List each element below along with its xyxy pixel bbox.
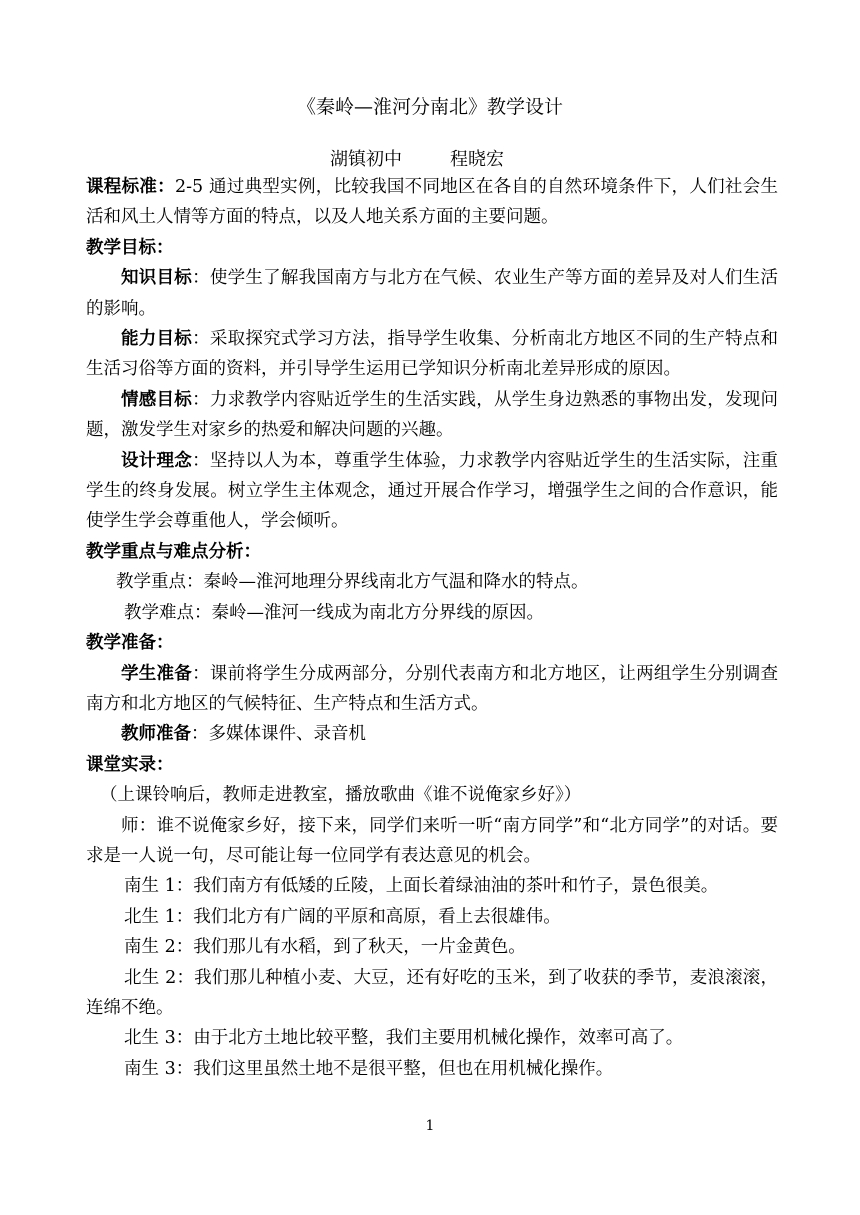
ability-label: 能力目标 <box>121 329 193 350</box>
record-line-teacher: 师：谁不说俺家乡好，接下来，同学们来听一听“南方同学”和“北方同学”的对话。要求是一人说一句，尽可能让每一位同学有表达意见的机会。 <box>86 815 778 866</box>
emotion-text: ：力求教学内容贴近学生的生活实践，从学生身边熟悉的事物出发，发现问题，激发学生对家乡的热爱和解决问题的兴趣。 <box>86 389 779 441</box>
keypoints-heading: 教学重点与难点分析： <box>86 541 261 562</box>
design-label: 设计理念 <box>121 450 193 471</box>
knowledge-text: ：使学生了解我国南方与北方在气候、农业生产等方面的差异及对人们生活的影响。 <box>86 268 779 319</box>
knowledge-paragraph <box>86 263 778 324</box>
document-title: 《秦岭—淮河分南北》教学设计 <box>296 96 563 118</box>
author-name: 程晓宏 <box>450 149 504 170</box>
student-prep-paragraph <box>86 659 778 720</box>
teacher-prep-label: 教师准备 <box>121 724 191 745</box>
record-line-south-3: 南生 3：我们这里虽然土地不是很平整，但也在用机械化操作。 <box>124 1058 614 1079</box>
curriculum-text: 2-5 通过典型实例，比较我国不同地区在各自的自然环境条件下，人们社会生活和风土人情等方面的特点，以及人地关系方面的主要问题。 <box>86 177 778 228</box>
design-paragraph <box>86 446 778 537</box>
preparation-heading: 教学准备： <box>86 633 174 654</box>
knowledge-label: 知识目标 <box>121 268 193 289</box>
teacher-prep-paragraph <box>86 719 778 749</box>
record-line-south-2: 南生 2：我们那儿有水稻，到了秋天，一片金黄色。 <box>124 937 526 958</box>
teacher-prep-text: ：多媒体课件、录音机 <box>191 724 366 745</box>
record-line-intro: （上课铃响后，教师走进教室，播放歌曲《谁不说俺家乡好》） <box>100 785 582 806</box>
record-line-north-1: 北生 1：我们北方有广阔的平原和高原，看上去很雄伟。 <box>124 906 561 927</box>
record-line-north-3: 北生 3：由于北方土地比较平整，我们主要用机械化操作，效率可高了。 <box>124 1028 684 1049</box>
emotion-paragraph <box>86 385 778 446</box>
curriculum-paragraph <box>86 172 778 233</box>
emotion-label: 情感目标 <box>121 389 193 410</box>
objectives-heading: 教学目标： <box>86 237 174 258</box>
difficult-point: 教学难点：秦岭—淮河一线成为南北方分界线的原因。 <box>124 602 544 623</box>
record-line-north-2: 北生 2：我们那儿种植小麦、大豆，还有好吃的玉米，到了收获的季节，麦浪滚滚，连绵不绝。 <box>86 967 778 1018</box>
student-prep-label: 学生准备 <box>121 663 193 684</box>
school-name: 湖镇初中 <box>330 149 402 170</box>
student-prep-text: ：课前将学生分成两部分，分别代表南方和北方地区，让两组学生分别调查南方和北方地区的气候特征、生产特点和生活方式。 <box>86 663 779 714</box>
curriculum-label: 课程标准： <box>86 177 175 197</box>
key-point: 教学重点：秦岭—淮河地理分界线南北方气温和降水的特点。 <box>116 572 589 593</box>
ability-paragraph <box>86 324 778 385</box>
record-heading: 课堂实录： <box>86 754 174 775</box>
document-body <box>86 172 778 1084</box>
ability-text: ：采取探究式学习方法，指导学生收集、分析南北方地区不同的生产特点和生活习俗等方面的资料，并引导学生运用已学知识分析南北差异形成的原因。 <box>86 329 779 380</box>
author-line <box>330 146 504 174</box>
page-number: 1 <box>425 1118 435 1134</box>
design-text: ：坚持以人为本，尊重学生体验，力求教学内容贴近学生的生活实际，注重学生的终身发展。树立学生主体观念，通过开展合作学习，增强学生之间的合作意识，能使学生学会尊重他人，学会倾听。 <box>86 450 779 532</box>
record-line-south-1: 南生 1：我们南方有低矮的丘陵，上面长着绿油油的茶叶和竹子，景色很美。 <box>124 876 719 897</box>
